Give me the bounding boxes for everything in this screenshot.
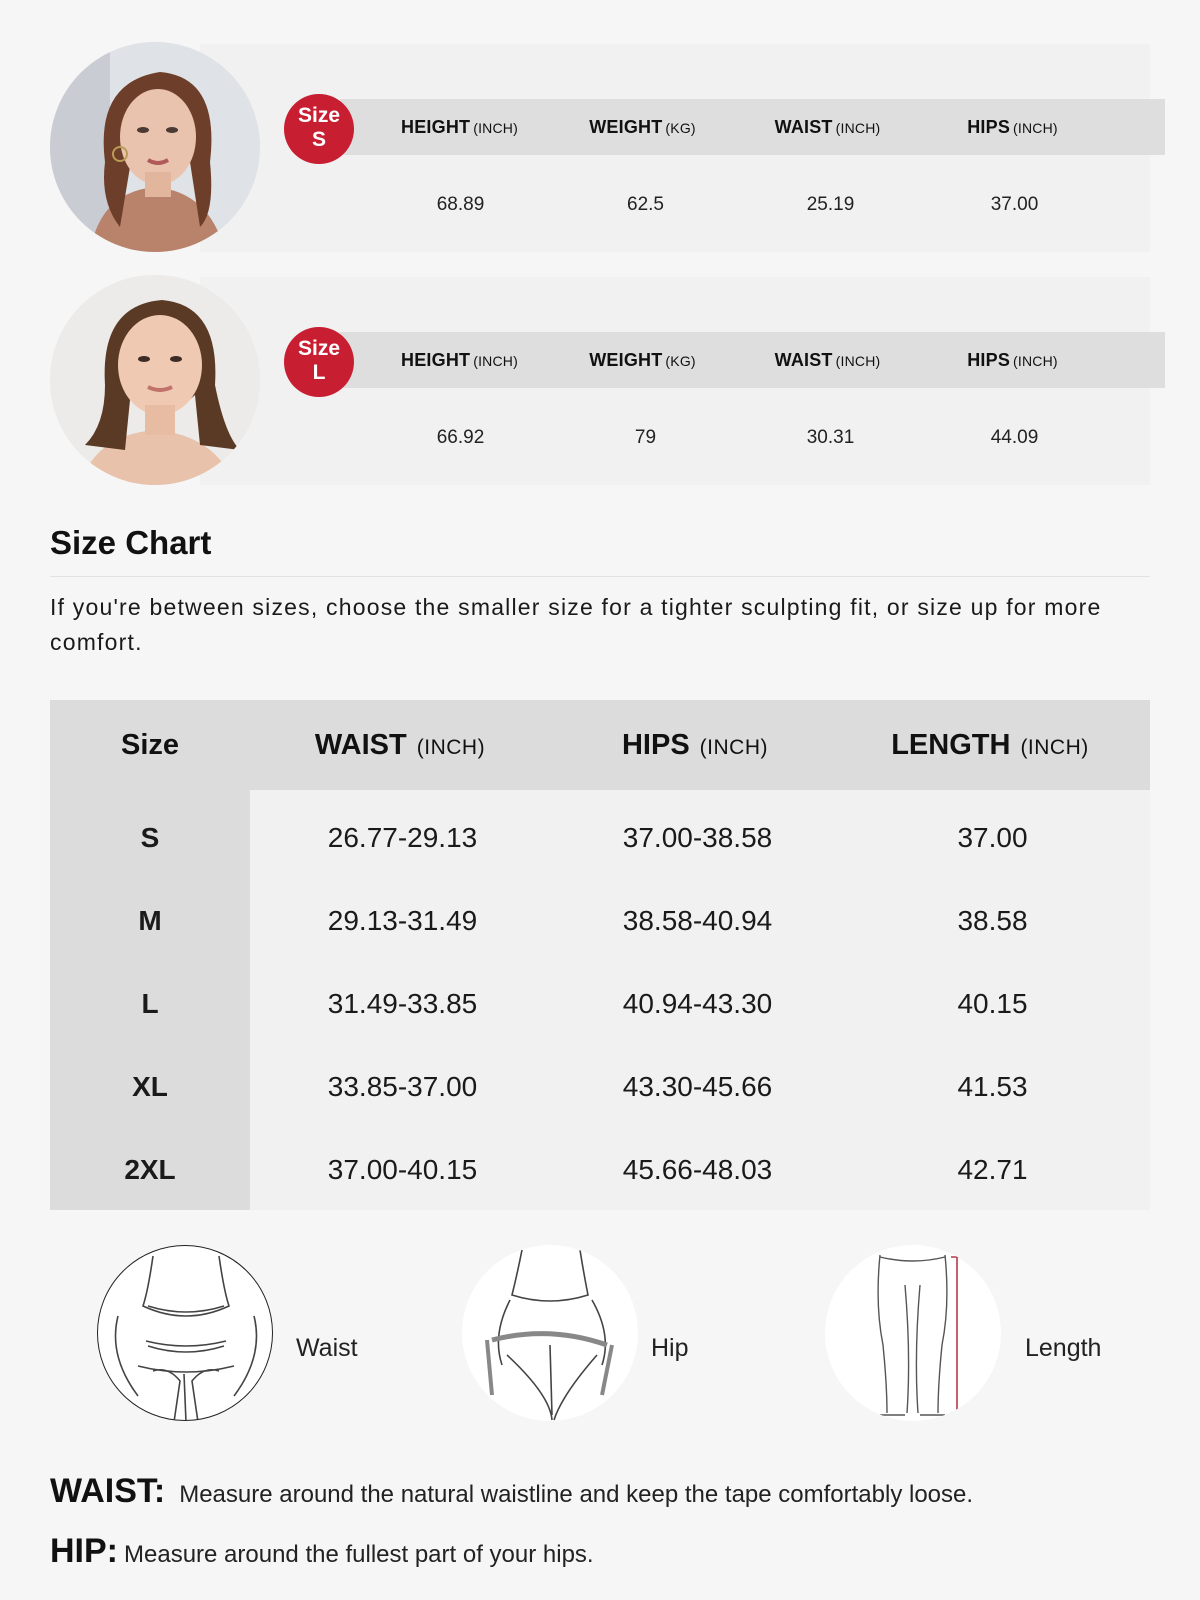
- size-cell: S: [140, 822, 160, 853]
- hips-cell: 40.94-43.30: [622, 988, 773, 1019]
- waist-instruction-term: WAIST:: [50, 1472, 166, 1510]
- column-header-length: LENGTH (INCH): [891, 729, 1089, 761]
- waist-instruction: [50, 1472, 973, 1511]
- model-portrait-icon: [50, 275, 260, 485]
- hips-header: HIPS (INCH): [967, 350, 1058, 370]
- table-row: [50, 879, 1150, 962]
- size-chart-description: If you're between sizes, choose the smaller size for a tighter sculpting fit, or size up for more comfort.: [50, 594, 1102, 655]
- column-header-waist: WAIST (INCH): [314, 729, 486, 761]
- length-cell: 37.00: [957, 822, 1028, 853]
- size-cell: L: [141, 988, 159, 1019]
- model-portrait-icon: [50, 42, 260, 252]
- hip-guide-label: Hip: [651, 1334, 689, 1362]
- table-row: [50, 1045, 1150, 1128]
- waist-measure-icon: [97, 1245, 273, 1421]
- size-chart-table: [50, 700, 1150, 1210]
- length-cell: 41.53: [957, 1071, 1028, 1102]
- weight-value: 62.5: [627, 194, 664, 215]
- weight-value: 79: [634, 427, 657, 448]
- waist-header: WAIST (INCH): [774, 117, 881, 137]
- model-card-size-s: [50, 42, 1150, 252]
- model-card-size-l: [50, 275, 1150, 485]
- size-cell: M: [138, 905, 162, 936]
- weight-header: WEIGHT (KG): [589, 117, 696, 137]
- waist-cell: 33.85-37.00: [327, 1071, 478, 1102]
- model-photo-size-l: [50, 275, 260, 485]
- hips-value: 37.00: [990, 194, 1039, 215]
- waist-instruction-text: Measure around the natural waistline and keep the tape comfortably loose.: [179, 1481, 974, 1508]
- height-value: 66.92: [436, 427, 485, 448]
- size-badge-size: L: [312, 361, 326, 384]
- hips-cell: 38.58-40.94: [622, 905, 773, 936]
- waist-guide-label: Waist: [296, 1334, 358, 1362]
- size-badge-word: Size: [297, 337, 341, 360]
- waist-value: 30.31: [806, 427, 855, 448]
- column-header-size: Size: [120, 729, 180, 761]
- weight-header: WEIGHT (KG): [589, 350, 696, 370]
- hips-value: 44.09: [990, 427, 1039, 448]
- waist-cell: 37.00-40.15: [327, 1154, 478, 1185]
- hip-measure-icon: [462, 1245, 638, 1421]
- hip-instruction-term: HIP:: [50, 1532, 118, 1570]
- size-badge: [284, 94, 354, 164]
- table-row: [50, 796, 1150, 879]
- size-chart-title: Size Chart: [50, 524, 212, 561]
- table-row: [50, 962, 1150, 1045]
- hips-cell: 37.00-38.58: [622, 822, 773, 853]
- hips-cell: 45.66-48.03: [622, 1154, 773, 1185]
- size-cell: 2XL: [124, 1154, 176, 1185]
- length-cell: 40.15: [957, 988, 1028, 1019]
- length-cell: 38.58: [957, 905, 1028, 936]
- column-header-hips: HIPS (INCH): [621, 729, 768, 761]
- size-badge: [284, 327, 354, 397]
- hip-instruction: [50, 1532, 594, 1571]
- length-guide-label: Length: [1025, 1334, 1102, 1362]
- waist-cell: 26.77-29.13: [327, 822, 478, 853]
- height-value: 68.89: [436, 194, 485, 215]
- waist-header: WAIST (INCH): [774, 350, 881, 370]
- size-cell: XL: [132, 1071, 168, 1102]
- size-badge-word: Size: [297, 104, 341, 127]
- length-measure-icon: [825, 1245, 1001, 1421]
- hips-header: HIPS (INCH): [967, 117, 1058, 137]
- title-divider: [50, 576, 1150, 577]
- hips-cell: 43.30-45.66: [622, 1071, 773, 1102]
- size-badge-size: S: [311, 128, 326, 151]
- model-photo-size-s: [50, 42, 260, 252]
- hip-instruction-text: Measure around the fullest part of your hips.: [124, 1541, 594, 1568]
- length-cell: 42.71: [957, 1154, 1028, 1185]
- table-row: [50, 1128, 1150, 1211]
- height-header: HEIGHT (INCH): [401, 350, 518, 370]
- waist-value: 25.19: [806, 194, 855, 215]
- waist-cell: 31.49-33.85: [327, 988, 478, 1019]
- waist-cell: 29.13-31.49: [327, 905, 478, 936]
- height-header: HEIGHT (INCH): [401, 117, 518, 137]
